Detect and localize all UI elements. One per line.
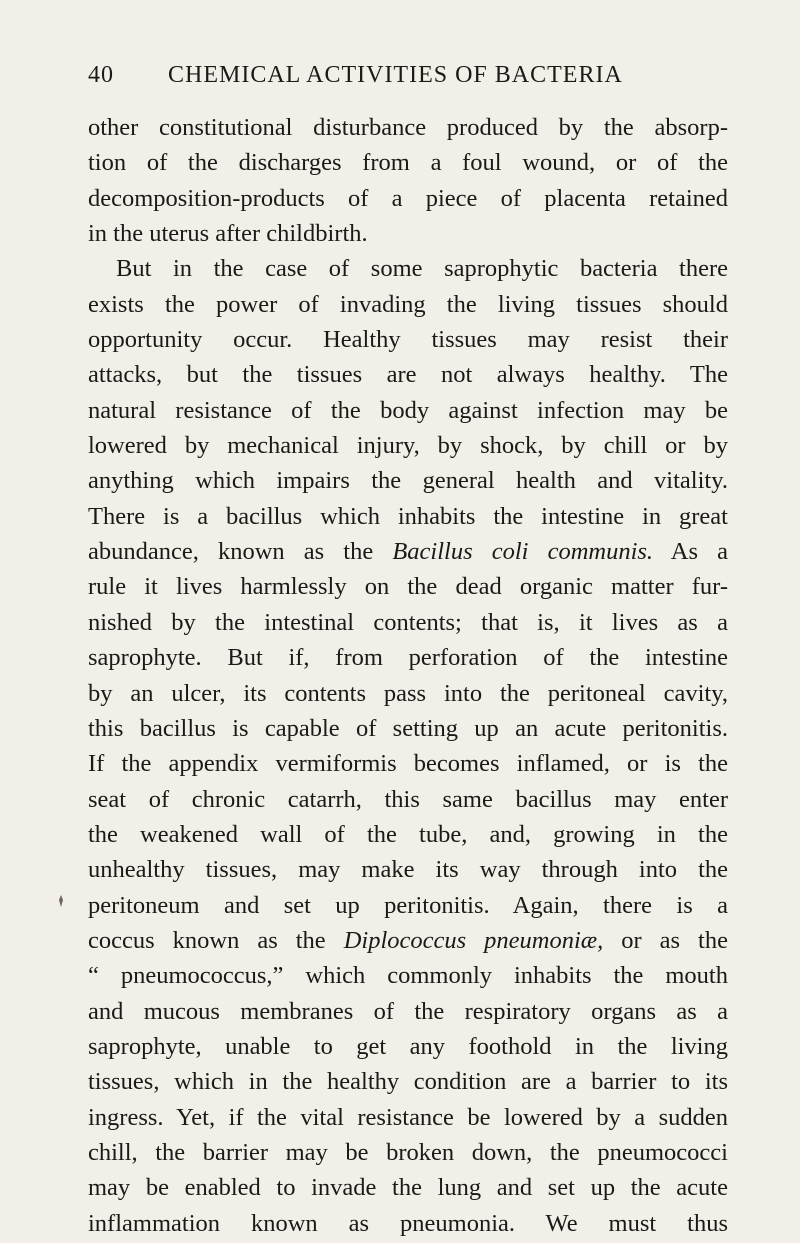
text-line: tissues, which in the healthy condition are a barrier to its [88,1068,728,1096]
page-number: 40 [88,62,114,88]
text-line: may be enabled to invade the lung and set up the acute [88,1174,728,1202]
text-line: natural resistance of the body against infection may be [88,396,728,424]
text-line [88,534,728,569]
text-segment: coccus known as the [88,926,344,954]
ink-speck-mark [58,895,64,907]
italic-term-diplococcus: Diplococcus pneumoniæ, [343,926,604,954]
text-line: nished by the intestinal contents; that is, it lives as a [88,608,728,636]
text-line: and mucous membranes of the respiratory organs as a [88,997,728,1025]
text-line: the weakened wall of the tube, and, growing in the [88,820,728,848]
text-line: unhealthy tissues, may make its way through into the [88,856,728,884]
text-line: saprophyte, unable to get any foothold in the living [88,1032,728,1060]
text-line: peritoneum and set up peritonitis. Again, there is a [88,891,728,919]
text-segment: As a [653,538,729,566]
text-line: decomposition-products of a piece of placenta retained [88,184,728,212]
text-line: If the appendix vermiformis becomes inflamed, or is the [88,750,728,778]
text-segment: or as the [603,926,728,954]
text-line: exists the power of invading the living tissues should [88,290,728,318]
running-head: CHEMICAL ACTIVITIES OF BACTERIA [168,62,623,88]
text-line: in the uterus after childbirth. [88,220,368,248]
text-line: this bacillus is capable of setting up an acute peritonitis. [88,714,728,742]
text-line: inflammation known as pneumonia. We must thus [88,1209,728,1237]
text-line: seat of chronic catarrh, this same bacillus may enter [88,785,728,813]
body-text [88,110,728,1241]
italic-term-bacillus-coli: Bacillus coli communis. [392,538,654,566]
text-line: attacks, but the tissues are not always healthy. The [88,361,728,389]
text-line: chill, the barrier may be broken down, the pneumococci [88,1138,728,1166]
text-line: But in the case of some saprophytic bacteria there [116,255,728,283]
text-line: other constitutional disturbance produced by the absorp- [88,114,728,141]
text-line: tion of the discharges from a foul wound, or of the [88,149,728,177]
text-line: by an ulcer, its contents pass into the peritoneal cavity, [88,679,728,707]
text-line: saprophyte. But if, from perforation of the intestine [88,644,728,672]
text-line: lowered by mechanical injury, by shock, by chill or by [88,432,728,460]
text-line: opportunity occur. Healthy tissues may resist their [88,326,728,354]
text-line [88,923,728,958]
text-line: “ pneumococcus,” which commonly inhabits the mouth [88,962,728,990]
text-line: rule it lives harmlessly on the dead organic matter fur- [88,573,728,601]
text-line: There is a bacillus which inhabits the intestine in great [88,502,728,530]
text-line: anything which impairs the general health and vitality. [88,467,728,495]
text-segment: abundance, known as the [88,538,393,566]
page-header [88,62,660,92]
text-line: ingress. Yet, if the vital resistance be lowered by a sudden [88,1103,728,1131]
